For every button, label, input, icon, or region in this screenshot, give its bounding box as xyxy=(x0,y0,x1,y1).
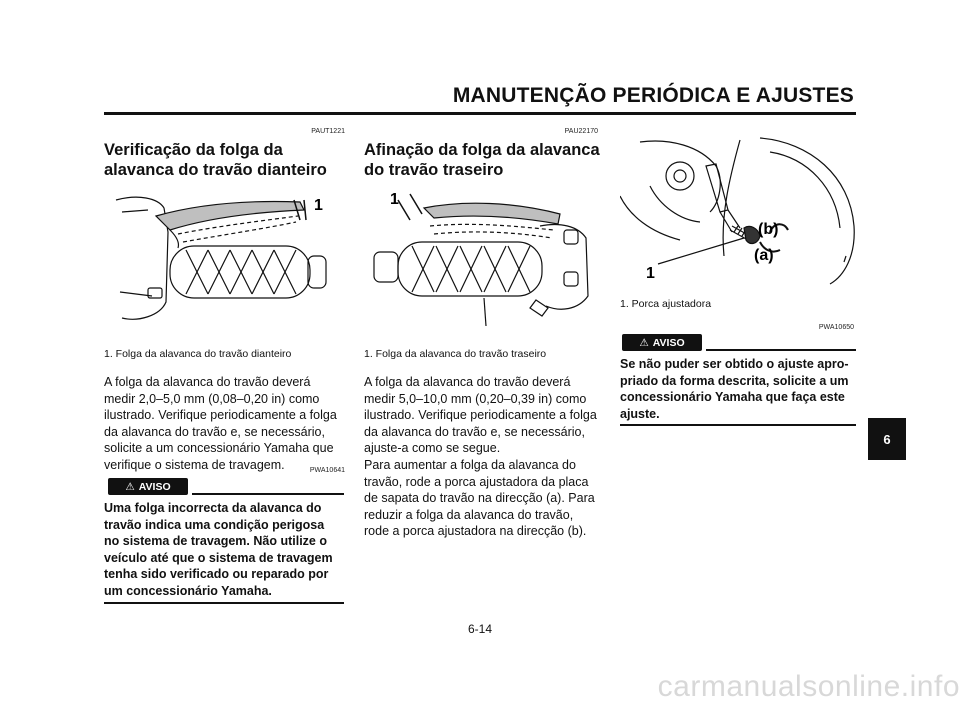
warning-badge-col1 xyxy=(108,478,188,495)
warning-text-col1 xyxy=(104,500,344,600)
front-brake-lever-figure xyxy=(108,192,346,330)
figure-caption-col1: 1. Folga da alavanca do travão dianteiro xyxy=(104,348,292,360)
warning-header-rule xyxy=(192,493,344,495)
body-line: medir 2,0–5,0 mm (0,08–0,20 in) como xyxy=(104,391,320,406)
body-text-col1 xyxy=(104,374,344,474)
section-heading-col1-line2: alavanca do travão dianteiro xyxy=(104,161,327,179)
warning-line: um concessionário Yamaha. xyxy=(104,583,272,598)
body-line: travão, rode a porca ajustadora da placa xyxy=(364,474,589,489)
body-line: solicite a um concessionário Yamaha que xyxy=(104,441,334,456)
figure-label-b: (b) xyxy=(758,221,779,238)
warning-line: no sistema de travagem. Não utilize o xyxy=(104,534,327,549)
figure-label-col1: 1 xyxy=(314,197,323,214)
warning-line: Se não puder ser obtido o ajuste apro- xyxy=(620,357,849,371)
section-heading-col1 xyxy=(104,140,327,180)
rear-brake-adjusting-nut-figure xyxy=(620,136,858,286)
warning-label: AVISO xyxy=(652,336,685,349)
page-number: 6-14 xyxy=(467,622,493,636)
figure-label-a: (a) xyxy=(754,247,774,264)
warning-label: AVISO xyxy=(138,480,171,493)
body-line: rode a porca ajustadora na direcção (b). xyxy=(364,524,587,539)
warning-line: Uma folga incorrecta da alavanca do xyxy=(104,501,322,515)
section-heading-col1-line1: Verificação da folga da xyxy=(104,141,283,159)
section-heading-col2-line1: Afinação da folga da alavanca xyxy=(364,141,600,159)
warning-line: tenha sido verificado ou reparado por xyxy=(104,567,329,582)
figure-label-col2: 1 xyxy=(390,191,399,208)
warning-footer-rule xyxy=(104,602,344,604)
warning-text-col3 xyxy=(620,356,856,422)
warning-line: priado da forma descrita, solicite a um xyxy=(620,373,849,388)
warning-code-col1: PWA10641 xyxy=(309,467,345,474)
figure-caption-col3: 1. Porca ajustadora xyxy=(620,298,712,310)
body-line: da alavanca do travão e, se necessário, xyxy=(364,424,585,439)
warning-line: travão indica uma condição perigosa xyxy=(104,517,325,532)
body-text-col2 xyxy=(364,374,602,540)
page-header-title: MANUTENÇÃO PERIÓDICA E AJUSTES xyxy=(452,84,854,107)
body-line: medir 5,0–10,0 mm (0,20–0,39 in) como xyxy=(364,391,587,406)
body-line: de sapata do travão na direcção (a). Para xyxy=(364,491,595,506)
warning-code-col3: PWA10650 xyxy=(818,324,854,331)
rear-brake-lever-figure xyxy=(364,186,604,330)
watermark: carmanualsonline.info xyxy=(657,670,960,703)
body-line: da alavanca do travão e, se necessário, xyxy=(104,424,325,439)
warning-header-rule xyxy=(706,349,856,351)
section-code-col1: PAUT1221 xyxy=(311,128,345,135)
warning-footer-rule xyxy=(620,424,856,426)
section-heading-col2 xyxy=(364,140,600,180)
warning-triangle-icon: ⚠ xyxy=(639,336,649,349)
body-line: ilustrado. Verifique periodicamente a folga xyxy=(104,408,337,423)
warning-badge-col3 xyxy=(622,334,702,351)
figure-label-col3: 1 xyxy=(646,265,655,282)
body-line: ajuste-a como se segue. xyxy=(364,441,501,456)
body-line: Para aumentar a folga da alavanca do xyxy=(364,457,576,472)
section-code-col2: PAU22170 xyxy=(564,128,598,135)
warning-line: veículo até que o sistema de travagem xyxy=(104,550,333,565)
warning-line: concessionário Yamaha que faça este xyxy=(620,390,845,405)
section-heading-col2-line2: do travão traseiro xyxy=(364,161,504,179)
figure-caption-col2: 1. Folga da alavanca do travão traseiro xyxy=(364,348,547,360)
body-line: A folga da alavanca do travão deverá xyxy=(364,375,571,389)
header-rule xyxy=(104,112,856,115)
warning-triangle-icon: ⚠ xyxy=(125,480,135,493)
chapter-tab: 6 xyxy=(868,418,906,460)
warning-line: ajuste. xyxy=(620,406,660,421)
body-line: reduzir a folga da alavanca do travão, xyxy=(364,507,574,522)
body-line: A folga da alavanca do travão deverá xyxy=(104,375,311,389)
body-line: ilustrado. Verifique periodicamente a folga xyxy=(364,408,597,423)
body-line: verifique o sistema de travagem. xyxy=(104,457,285,472)
